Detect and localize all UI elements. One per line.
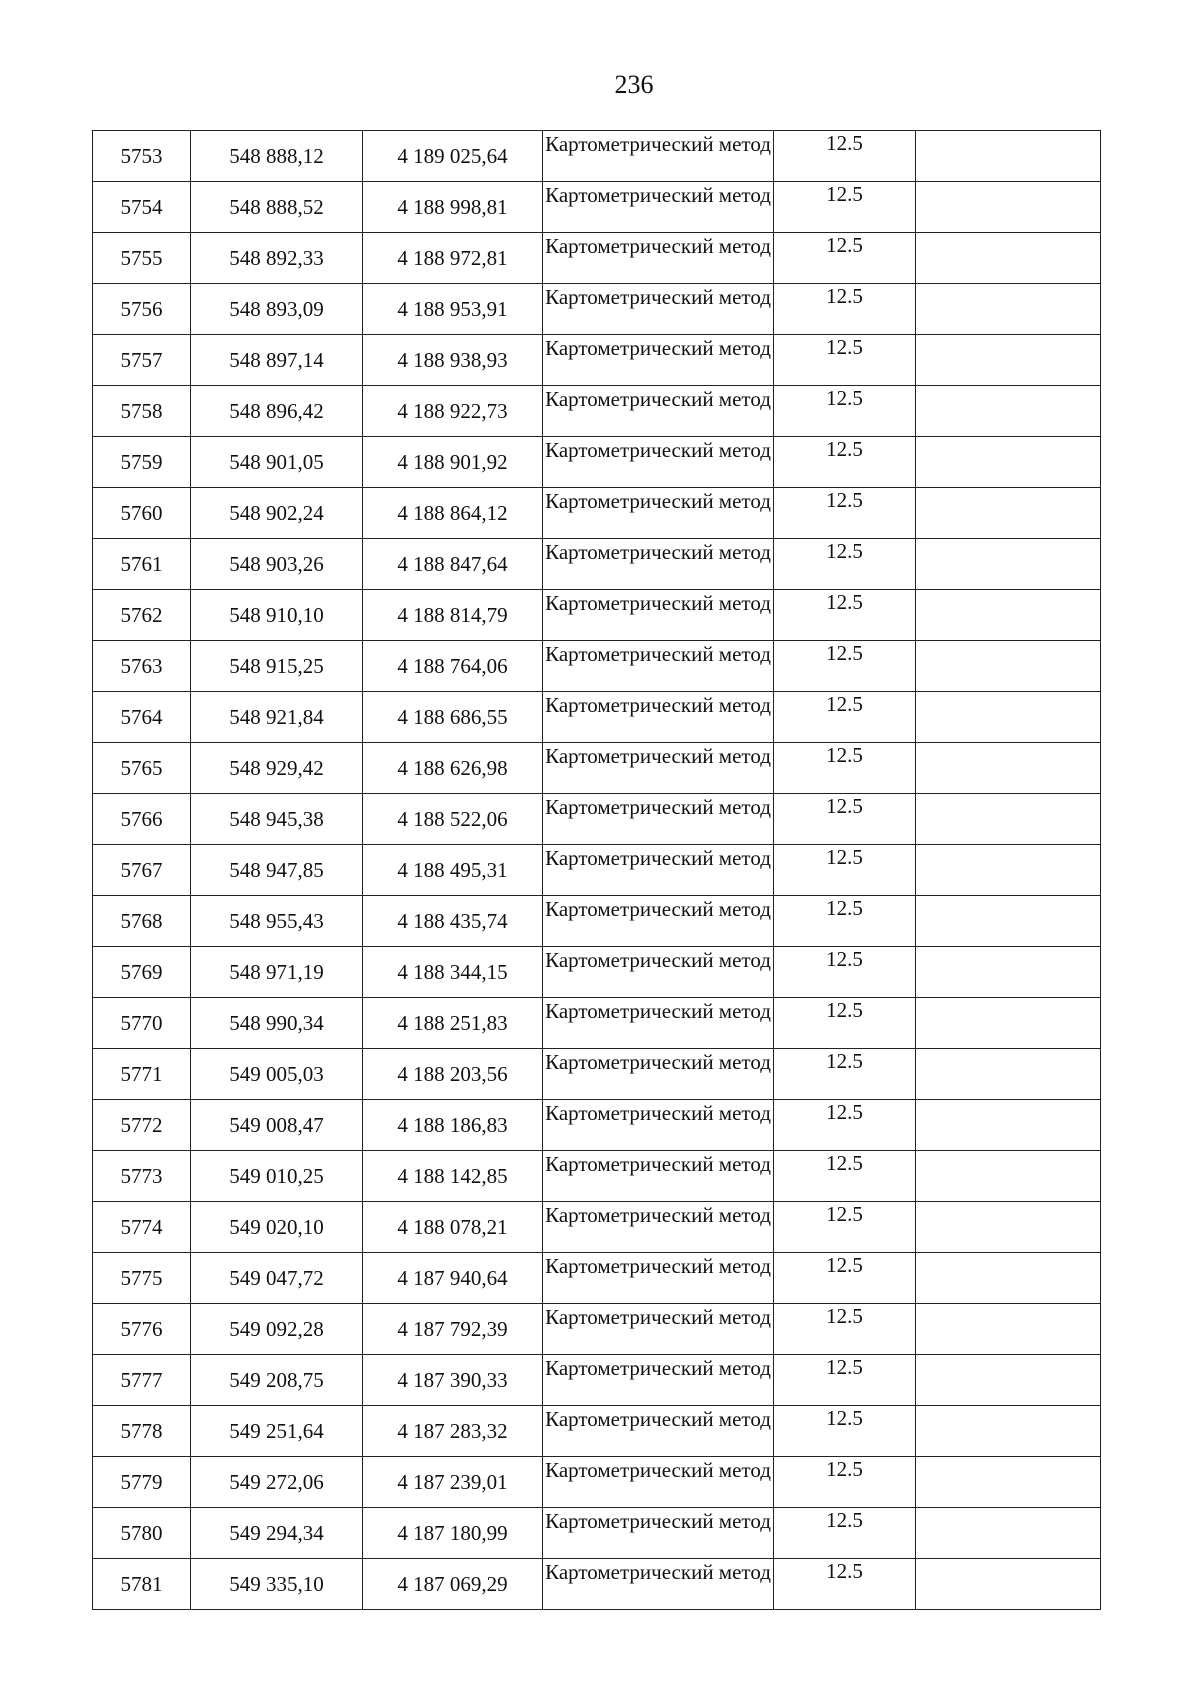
method-cell: Картометрический метод	[543, 1559, 774, 1610]
point-number-cell: 5761	[93, 539, 191, 590]
table-row	[93, 182, 1101, 233]
note-cell	[916, 1304, 1101, 1355]
table-row	[93, 743, 1101, 794]
note-cell	[916, 845, 1101, 896]
y-coordinate-cell: 4 188 864,12	[363, 488, 543, 539]
y-coordinate-cell: 4 188 435,74	[363, 896, 543, 947]
table-row	[93, 1559, 1101, 1610]
table-row	[93, 1508, 1101, 1559]
method-cell: Картометрический метод	[543, 284, 774, 335]
y-coordinate-cell: 4 187 239,01	[363, 1457, 543, 1508]
table-row	[93, 437, 1101, 488]
x-coordinate-cell: 548 971,19	[191, 947, 363, 998]
point-number-cell: 5754	[93, 182, 191, 233]
note-cell	[916, 641, 1101, 692]
y-coordinate-cell: 4 187 940,64	[363, 1253, 543, 1304]
page-number: 236	[614, 70, 654, 99]
point-number-cell: 5775	[93, 1253, 191, 1304]
note-cell	[916, 1100, 1101, 1151]
table-row	[93, 233, 1101, 284]
y-coordinate-cell: 4 187 180,99	[363, 1508, 543, 1559]
note-cell	[916, 488, 1101, 539]
y-coordinate-cell: 4 187 792,39	[363, 1304, 543, 1355]
table-row	[93, 284, 1101, 335]
x-coordinate-cell: 548 990,34	[191, 998, 363, 1049]
note-cell	[916, 998, 1101, 1049]
accuracy-cell: 12.5	[774, 1253, 916, 1304]
x-coordinate-cell: 549 092,28	[191, 1304, 363, 1355]
y-coordinate-cell: 4 188 953,91	[363, 284, 543, 335]
accuracy-cell: 12.5	[774, 335, 916, 386]
point-number-cell: 5765	[93, 743, 191, 794]
note-cell	[916, 1151, 1101, 1202]
y-coordinate-cell: 4 187 390,33	[363, 1355, 543, 1406]
x-coordinate-cell: 548 902,24	[191, 488, 363, 539]
x-coordinate-cell: 548 929,42	[191, 743, 363, 794]
y-coordinate-cell: 4 188 186,83	[363, 1100, 543, 1151]
table-row	[93, 1304, 1101, 1355]
point-number-cell: 5762	[93, 590, 191, 641]
x-coordinate-cell: 549 335,10	[191, 1559, 363, 1610]
x-coordinate-cell: 548 897,14	[191, 335, 363, 386]
method-cell: Картометрический метод	[543, 1457, 774, 1508]
accuracy-cell: 12.5	[774, 947, 916, 998]
accuracy-cell: 12.5	[774, 590, 916, 641]
y-coordinate-cell: 4 188 998,81	[363, 182, 543, 233]
y-coordinate-cell: 4 188 686,55	[363, 692, 543, 743]
x-coordinate-cell: 549 294,34	[191, 1508, 363, 1559]
x-coordinate-cell: 548 910,10	[191, 590, 363, 641]
method-cell: Картометрический метод	[543, 1100, 774, 1151]
method-cell: Картометрический метод	[543, 692, 774, 743]
table-row	[93, 794, 1101, 845]
point-number-cell: 5771	[93, 1049, 191, 1100]
method-cell: Картометрический метод	[543, 998, 774, 1049]
accuracy-cell: 12.5	[774, 1508, 916, 1559]
table-row	[93, 1457, 1101, 1508]
note-cell	[916, 539, 1101, 590]
table-row	[93, 692, 1101, 743]
x-coordinate-cell: 548 888,52	[191, 182, 363, 233]
point-number-cell: 5757	[93, 335, 191, 386]
note-cell	[916, 1508, 1101, 1559]
note-cell	[916, 896, 1101, 947]
table-row	[93, 539, 1101, 590]
accuracy-cell: 12.5	[774, 386, 916, 437]
method-cell: Картометрический метод	[543, 845, 774, 896]
note-cell	[916, 692, 1101, 743]
point-number-cell: 5780	[93, 1508, 191, 1559]
point-number-cell: 5759	[93, 437, 191, 488]
method-cell: Картометрический метод	[543, 1355, 774, 1406]
note-cell	[916, 794, 1101, 845]
y-coordinate-cell: 4 188 344,15	[363, 947, 543, 998]
note-cell	[916, 1406, 1101, 1457]
y-coordinate-cell: 4 188 203,56	[363, 1049, 543, 1100]
x-coordinate-cell: 548 892,33	[191, 233, 363, 284]
x-coordinate-cell: 549 047,72	[191, 1253, 363, 1304]
note-cell	[916, 947, 1101, 998]
note-cell	[916, 743, 1101, 794]
method-cell: Картометрический метод	[543, 1508, 774, 1559]
accuracy-cell: 12.5	[774, 1355, 916, 1406]
y-coordinate-cell: 4 188 495,31	[363, 845, 543, 896]
accuracy-cell: 12.5	[774, 488, 916, 539]
x-coordinate-cell: 549 010,25	[191, 1151, 363, 1202]
accuracy-cell: 12.5	[774, 1151, 916, 1202]
x-coordinate-cell: 548 896,42	[191, 386, 363, 437]
table-row	[93, 1253, 1101, 1304]
y-coordinate-cell: 4 188 142,85	[363, 1151, 543, 1202]
method-cell: Картометрический метод	[543, 488, 774, 539]
y-coordinate-cell: 4 188 901,92	[363, 437, 543, 488]
method-cell: Картометрический метод	[543, 335, 774, 386]
method-cell: Картометрический метод	[543, 131, 774, 182]
method-cell: Картометрический метод	[543, 1151, 774, 1202]
x-coordinate-cell: 549 208,75	[191, 1355, 363, 1406]
method-cell: Картометрический метод	[543, 896, 774, 947]
y-coordinate-cell: 4 187 283,32	[363, 1406, 543, 1457]
accuracy-cell: 12.5	[774, 743, 916, 794]
y-coordinate-cell: 4 188 847,64	[363, 539, 543, 590]
accuracy-cell: 12.5	[774, 896, 916, 947]
x-coordinate-cell: 548 903,26	[191, 539, 363, 590]
point-number-cell: 5773	[93, 1151, 191, 1202]
method-cell: Картометрический метод	[543, 947, 774, 998]
x-coordinate-cell: 548 888,12	[191, 131, 363, 182]
point-number-cell: 5772	[93, 1100, 191, 1151]
y-coordinate-cell: 4 188 938,93	[363, 335, 543, 386]
x-coordinate-cell: 548 893,09	[191, 284, 363, 335]
accuracy-cell: 12.5	[774, 1559, 916, 1610]
point-number-cell: 5766	[93, 794, 191, 845]
point-number-cell: 5753	[93, 131, 191, 182]
y-coordinate-cell: 4 188 922,73	[363, 386, 543, 437]
method-cell: Картометрический метод	[543, 1406, 774, 1457]
table-row	[93, 590, 1101, 641]
accuracy-cell: 12.5	[774, 284, 916, 335]
point-number-cell: 5763	[93, 641, 191, 692]
y-coordinate-cell: 4 189 025,64	[363, 131, 543, 182]
point-number-cell: 5777	[93, 1355, 191, 1406]
x-coordinate-cell: 548 915,25	[191, 641, 363, 692]
table-row	[93, 641, 1101, 692]
method-cell: Картометрический метод	[543, 1049, 774, 1100]
note-cell	[916, 182, 1101, 233]
x-coordinate-cell: 548 921,84	[191, 692, 363, 743]
accuracy-cell: 12.5	[774, 233, 916, 284]
method-cell: Картометрический метод	[543, 1253, 774, 1304]
table-row	[93, 488, 1101, 539]
accuracy-cell: 12.5	[774, 794, 916, 845]
x-coordinate-cell: 549 005,03	[191, 1049, 363, 1100]
table-row	[93, 1100, 1101, 1151]
x-coordinate-cell: 548 901,05	[191, 437, 363, 488]
x-coordinate-cell: 548 945,38	[191, 794, 363, 845]
point-number-cell: 5779	[93, 1457, 191, 1508]
accuracy-cell: 12.5	[774, 1049, 916, 1100]
accuracy-cell: 12.5	[774, 131, 916, 182]
y-coordinate-cell: 4 188 626,98	[363, 743, 543, 794]
note-cell	[916, 437, 1101, 488]
y-coordinate-cell: 4 188 078,21	[363, 1202, 543, 1253]
accuracy-cell: 12.5	[774, 998, 916, 1049]
table-row	[93, 947, 1101, 998]
table-row	[93, 1355, 1101, 1406]
accuracy-cell: 12.5	[774, 1100, 916, 1151]
point-number-cell: 5755	[93, 233, 191, 284]
note-cell	[916, 386, 1101, 437]
accuracy-cell: 12.5	[774, 1406, 916, 1457]
y-coordinate-cell: 4 188 972,81	[363, 233, 543, 284]
point-number-cell: 5760	[93, 488, 191, 539]
point-number-cell: 5770	[93, 998, 191, 1049]
point-number-cell: 5781	[93, 1559, 191, 1610]
accuracy-cell: 12.5	[774, 539, 916, 590]
table-row	[93, 1049, 1101, 1100]
point-number-cell: 5767	[93, 845, 191, 896]
note-cell	[916, 1049, 1101, 1100]
point-number-cell: 5756	[93, 284, 191, 335]
accuracy-cell: 12.5	[774, 1304, 916, 1355]
y-coordinate-cell: 4 187 069,29	[363, 1559, 543, 1610]
note-cell	[916, 590, 1101, 641]
note-cell	[916, 1457, 1101, 1508]
accuracy-cell: 12.5	[774, 641, 916, 692]
note-cell	[916, 1355, 1101, 1406]
table-row	[93, 1406, 1101, 1457]
method-cell: Картометрический метод	[543, 1304, 774, 1355]
x-coordinate-cell: 549 008,47	[191, 1100, 363, 1151]
method-cell: Картометрический метод	[543, 641, 774, 692]
x-coordinate-cell: 549 020,10	[191, 1202, 363, 1253]
method-cell: Картометрический метод	[543, 743, 774, 794]
method-cell: Картометрический метод	[543, 590, 774, 641]
point-number-cell: 5774	[93, 1202, 191, 1253]
point-number-cell: 5758	[93, 386, 191, 437]
method-cell: Картометрический метод	[543, 437, 774, 488]
table-row	[93, 998, 1101, 1049]
note-cell	[916, 1253, 1101, 1304]
accuracy-cell: 12.5	[774, 437, 916, 488]
x-coordinate-cell: 548 955,43	[191, 896, 363, 947]
table-row	[93, 896, 1101, 947]
accuracy-cell: 12.5	[774, 1202, 916, 1253]
accuracy-cell: 12.5	[774, 182, 916, 233]
x-coordinate-cell: 549 251,64	[191, 1406, 363, 1457]
x-coordinate-cell: 549 272,06	[191, 1457, 363, 1508]
note-cell	[916, 131, 1101, 182]
y-coordinate-cell: 4 188 814,79	[363, 590, 543, 641]
accuracy-cell: 12.5	[774, 1457, 916, 1508]
table-row	[93, 1151, 1101, 1202]
table-row	[93, 386, 1101, 437]
note-cell	[916, 233, 1101, 284]
y-coordinate-cell: 4 188 251,83	[363, 998, 543, 1049]
note-cell	[916, 335, 1101, 386]
x-coordinate-cell: 548 947,85	[191, 845, 363, 896]
point-number-cell: 5778	[93, 1406, 191, 1457]
accuracy-cell: 12.5	[774, 692, 916, 743]
coordinates-table	[92, 130, 1101, 1610]
y-coordinate-cell: 4 188 522,06	[363, 794, 543, 845]
method-cell: Картометрический метод	[543, 539, 774, 590]
method-cell: Картометрический метод	[543, 233, 774, 284]
method-cell: Картометрический метод	[543, 386, 774, 437]
table-body	[93, 131, 1101, 1610]
table-row	[93, 335, 1101, 386]
method-cell: Картометрический метод	[543, 1202, 774, 1253]
note-cell	[916, 284, 1101, 335]
point-number-cell: 5776	[93, 1304, 191, 1355]
accuracy-cell: 12.5	[774, 845, 916, 896]
table-row	[93, 1202, 1101, 1253]
point-number-cell: 5769	[93, 947, 191, 998]
method-cell: Картометрический метод	[543, 182, 774, 233]
note-cell	[916, 1202, 1101, 1253]
table-row	[93, 131, 1101, 182]
point-number-cell: 5768	[93, 896, 191, 947]
method-cell: Картометрический метод	[543, 794, 774, 845]
point-number-cell: 5764	[93, 692, 191, 743]
note-cell	[916, 1559, 1101, 1610]
y-coordinate-cell: 4 188 764,06	[363, 641, 543, 692]
table-row	[93, 845, 1101, 896]
